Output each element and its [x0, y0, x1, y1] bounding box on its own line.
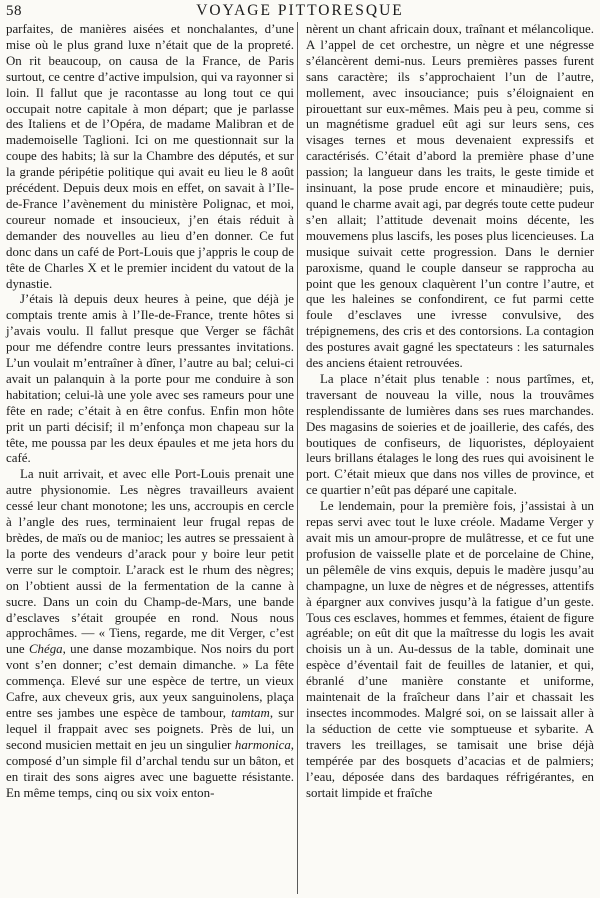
- italic-word-chega: Chéga: [28, 642, 63, 657]
- text-run: , composé d’un simple fil d’archal tendu sur un bâton, et en tirait des sons aigres avec une baguette résistante. En même temps, cinq ou six voix enton-: [6, 737, 294, 800]
- paragraph: La place n’était plus tenable : nous partîmes, et, traversant de nouveau la ville, nous la trouvâmes resplendissante de lumières dans ses rues marchandes. Des magasins de soieries et de joaillerie, des cafés, des boutiques de confiseurs, de liquoristes, déployaient leurs brillans étalages le long des rues qui avoisinent le port. C’était mieux que dans nos villes de province, et ce quartier n’eût pas déparé une capitale.: [306, 371, 594, 498]
- text-run: La nuit arrivait, et avec elle Port-Louis prenait une autre physionomie. Les nègres travailleurs avaient cessé leur chant monotone; les uns, accroupis en cercle à l’angle des rues, terminaient leur frugal repas de brèdes, de maïs ou de manioc; les autres se pressaient à la porte des vendeurs d’arack pour y boire leur petit verre sur le comptoir. L’arack est le rhum des nègres; on l’obtient aussi de la fermentation de la canne à sucre. Dans un coin du Champ-de-Mars, une bande d’esclaves s’était groupée en rond. Nous nous approchâmes. — « Tiens, regarde, me dit Verger, c’est une: [6, 467, 294, 657]
- paragraph: J’étais là depuis deux heures à peine, que déjà je comptais trente amis à l’Ile-de-France, trente hôtes si j’avais voulu. Il fallut presque que Verger se fâchât pour me défendre contre leurs pressantes invitations. L’un voulait m’entraîner à dîner, l’autre au bal; celui-ci avait un palanquin à la porte pour me conduire à son habitation; celui-là une yole avec ses rameurs pour une fête en rade; c’était à en être confus. Enfin mon hôte prit un parti décisif; il m’enfonça mon chapeau sur la tête, me poussa par les deux épaules et me jeta hors du café.: [6, 292, 294, 466]
- running-title: VOYAGE PITTORESQUE: [196, 2, 404, 19]
- left-column: [6, 22, 294, 894]
- text-run: , sur lequel il frappait avec ses poignets. Près de lui, un second musicien mettait en jeu un singulier: [6, 705, 294, 752]
- paragraph: nèrent un chant africain doux, traînant et mélancolique. A l’appel de cet orchestre, un nègre et une négresse s’élancèrent demi-nus. Leurs premières passes furent sans caractère; ils s’approchaient l’un de l’autre, mollement, avec insouciance; puis s’éloignaient en pirouettant sur eux-mêmes. Mais peu à peu, comme si un magnétisme graduel eût agi sur leurs sens, ces visages ternes et mous devenaient expressifs et caractérisés. C’était d’abord la première phase d’une passion; la langueur dans les traits, le geste timide et insinuant, la pose prude encore et minaudière; puis, quand le charme avait agi, par degrés toute cette pudeur s’en allait; l’attitude devenait moins décente, les mouvemens plus lascifs, les poses plus licencieuses. La musique suivait cette progression. Dans le dernier paroxisme, quand le couple danseur se rapprocha au point que les genoux claquèrent l’un contre l’autre, et que les haleines se confondirent, ce fut parmi cette foule d’esclaves une ivresse convulsive, des trépignemens, des cris et des contorsions. La contagion des postures avait gagné les spectateurs : les saturnales des anciens étaient retrouvées.: [306, 22, 594, 371]
- paragraph: parfaites, de manières aisées et nonchalantes, d’une mise où le plus grand luxe n’était que de la propreté. On rit beaucoup, on causa de la France, de Paris surtout, ce centre d’active impulsion, qui va rayonner si loin. Il fallut que je racontasse au long tout ce qui occupait notre capitale à mon départ; que je parlasse des Italiens et de l’Opéra, de madame Malibran et de mademoiselle Taglioni. Ici on me questionnait sur la coupe des habits; là sur la Chambre des députés, et sur la grande péripétie politique qui avait eu lieu le 8 août précédent. Depuis deux mois en effet, on savait à l’Ile-de-France l’avènement du ministère Polignac, et moi, coureur nomade et insoucieux, j’en étais réduit à demander des nouvelles au lieu d’en donner. Ce fut donc dans un café de Port-Louis que j’appris le coup de tête de Charles X et le premier incident du vatout de la dynastie.: [6, 22, 294, 291]
- italic-word-harmonica: harmonica: [234, 737, 291, 752]
- text-run: , une danse mozambique. Nos noirs du port vont s’en donner; c’est demain dimanche. » La fête commença. Elevé sur une espèce de tertre, un vieux Cafre, aux cheveux gris, aux yeux sanguinolens, plaça entre ses jambes une espèce de tambour,: [6, 642, 294, 720]
- paragraph: [6, 467, 294, 801]
- right-column: [306, 22, 594, 894]
- italic-word-tamtam: tamtam: [231, 705, 270, 720]
- text-columns: [6, 22, 594, 894]
- paragraph: Le lendemain, pour la première fois, j’assistai à un repas servi avec tout le luxe créole. Madame Verger y avait mis un amour-propre de mulâtresse, et ce fut une profusion de vaisselle plate et de porcelaine de Chine, un pêlemêle de vins exquis, depuis le madère jusqu’au champagne, un luxe de nègres et de négresses, attentifs à épargner aux convives jusqu’à la fatigue d’un geste. Tous ces esclaves, hommes et femmes, étaient de figure agréable; on eût dit que la maîtresse du logis les avait choisis un à un. Au-dessus de la table, dominait une espèce d’éventail fait de feuilles de latanier, et qui, ébranlé d’une manière constante et uniforme, maintenait de la fraîcheur dans l’air et chassait les insectes incommodes. Malgré soi, on se laissait aller à la séduction de cette vie somptueuse et sybarite. A travers les treillages, se tamisait une brise déjà tempérée par des bosquets d’acacias et de palmiers; l’eau, déposée dans des bardaques réfrigérantes, en sortait limpide et fraîche: [306, 499, 594, 800]
- page-number: 58: [6, 3, 22, 19]
